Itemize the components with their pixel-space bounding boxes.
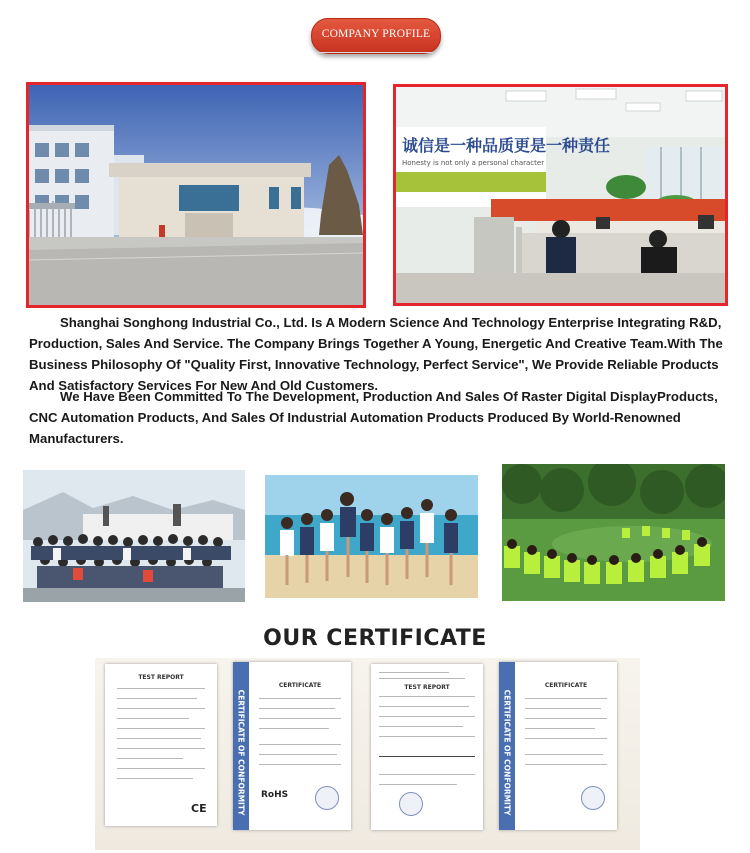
intro-line: Manufacturers. — [29, 431, 124, 446]
team-photo-beach-illustration — [265, 475, 478, 598]
seal-stamp-icon — [581, 786, 605, 810]
team-photo-factory — [23, 470, 245, 602]
certificate-side-bar — [499, 662, 515, 830]
certificate-side-text: CERTIFICATE OF CONFORMITY — [236, 689, 246, 816]
intro-line: Business Philosophy Of "Quality First, Innovative Technology, Perfect Service", We Provide Reliable Products — [29, 357, 719, 372]
badge-label: COMPANY PROFILE — [321, 28, 431, 40]
team-photo-park — [502, 464, 725, 601]
office-sign-chinese: 诚信是一种品质更是一种责任 — [402, 136, 611, 155]
certificate-card — [371, 664, 483, 830]
certificate-heading: TEST REPORT — [404, 684, 450, 691]
company-profile-badge — [311, 18, 441, 54]
rohs-mark-icon: RoHS — [261, 790, 289, 800]
certificate-side-text: CERTIFICATE OF CONFORMITY — [502, 689, 512, 816]
seal-stamp-icon — [399, 792, 423, 816]
intro-line: CNC Automation Products, And Sales Of Industrial Automation Products Produced By World-Renowned — [29, 410, 681, 425]
factory-building-illustration — [29, 85, 363, 305]
certificate-heading: CERTIFICATE — [544, 682, 588, 689]
intro-line: Production, Sales And Service. The Company Brings Together A Young, Energetic And Creative Team.With The — [29, 336, 723, 351]
certificate-side-bar — [233, 662, 249, 830]
seal-stamp-icon — [315, 786, 339, 810]
badge-divider — [317, 52, 433, 53]
certificate-card — [233, 662, 351, 830]
certificate-heading: CERTIFICATE — [278, 682, 322, 689]
intro-line: And Satisfactory Services For New And Old Customers. — [29, 378, 379, 393]
certificate-gallery — [95, 658, 640, 850]
intro-line: Shanghai Songhong Industrial Co., Ltd. Is A Modern Science And Technology Enterprise Integrating R&D, — [60, 315, 722, 330]
team-photo-park-illustration — [502, 464, 725, 601]
ce-mark-icon: CE — [191, 802, 207, 815]
factory-building-photo — [26, 82, 366, 308]
certificate-card — [105, 664, 217, 826]
certificate-section-title: OUR CERTIFICATE — [263, 626, 487, 651]
intro-paragraph-2 — [29, 386, 724, 449]
office-illustration — [396, 87, 725, 303]
team-photo-beach — [265, 475, 478, 598]
office-photo — [393, 84, 728, 306]
team-photo-factory-illustration — [23, 470, 245, 602]
certificate-card — [499, 662, 617, 830]
intro-line: We Have Been Committed To The Development, Production And Sales Of Raster Digital DisplayProducts, — [60, 389, 718, 404]
certificate-heading: TEST REPORT — [138, 674, 184, 681]
office-sign-english: Honesty is not only a personal character — [402, 159, 545, 167]
intro-paragraph-1 — [29, 312, 724, 396]
